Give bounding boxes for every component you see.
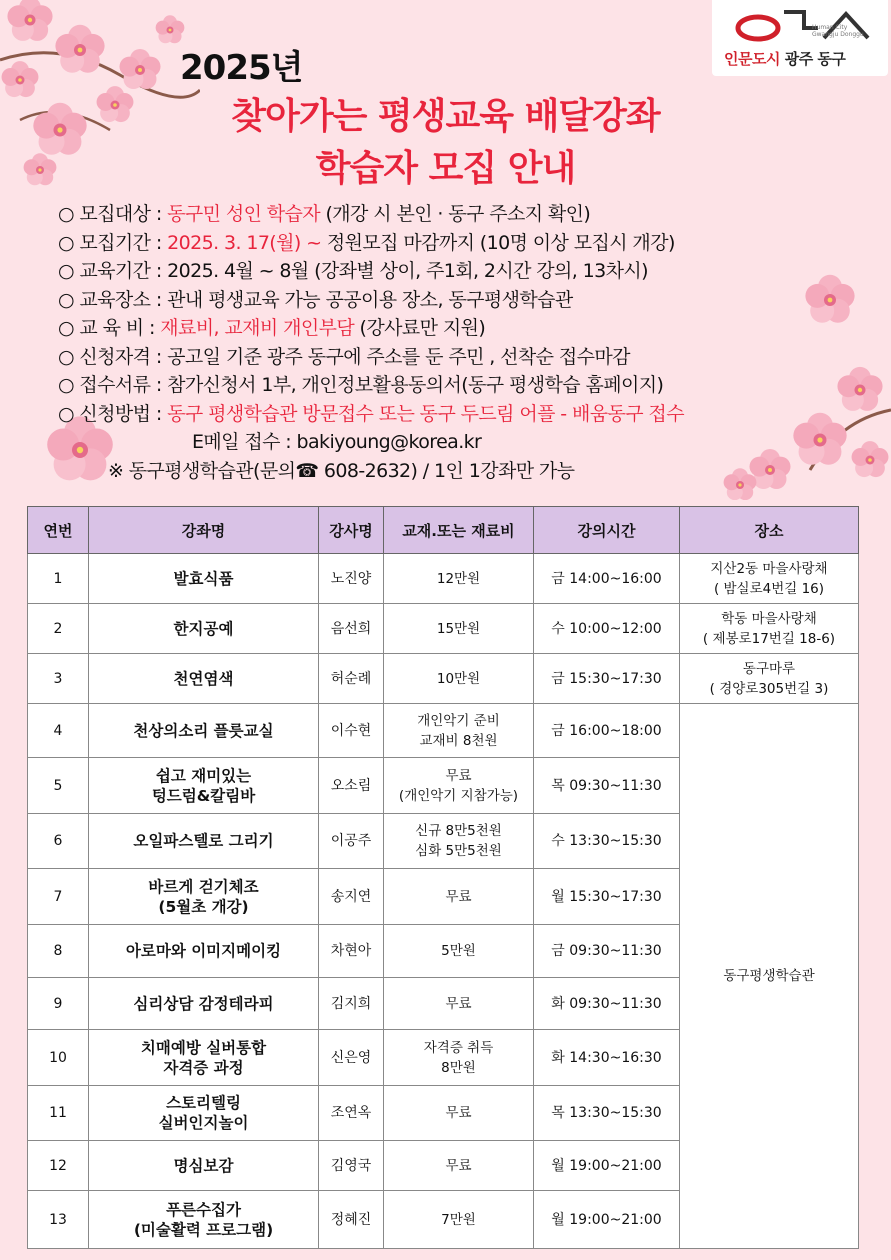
- header-course: 강좌명: [89, 507, 319, 554]
- year-heading: 2025년: [180, 48, 303, 88]
- cell-fee: [384, 554, 534, 604]
- cell-teacher: 신은영: [319, 1030, 384, 1086]
- cell-time: 목 13:30~15:30: [534, 1086, 680, 1141]
- cell-fee-line: 심화 5만5천원: [415, 843, 502, 859]
- cell-no: 12: [28, 1141, 89, 1191]
- logo-secondary: 광주 동구: [784, 50, 846, 68]
- cell-place-line: ( 밤실로4번길 16): [713, 580, 825, 597]
- cell-no: 9: [28, 978, 89, 1030]
- cell-course-line: 실버인지놀이: [158, 1114, 249, 1132]
- cell-teacher: 음선희: [319, 604, 384, 654]
- cell-no: 2: [28, 604, 89, 654]
- cell-course: [89, 814, 319, 869]
- cell-fee: [384, 1191, 534, 1249]
- cell-course-line: 천상의소리 플릇교실: [133, 721, 274, 740]
- cell-course-line: 명심보감: [173, 1156, 234, 1175]
- cell-course-line: 심리상담 감정테라피: [133, 994, 274, 1013]
- cell-course-line: 아로마와 이미지메이킹: [125, 942, 282, 960]
- cell-no: 8: [28, 925, 89, 978]
- cell-fee: [384, 1086, 534, 1141]
- cell-fee-line: 교재비 8천원: [419, 732, 498, 749]
- cell-fee: [384, 925, 534, 978]
- cell-time: 목 09:30~11:30: [534, 758, 680, 814]
- cell-time: 수 10:00~12:00: [534, 604, 680, 654]
- cell-course-line: 오일파스텔로 그리기: [133, 832, 274, 850]
- info-recruit-period: ○ 모집기간 : 2025. 3. 17(월) ~ 정원모집 마감까지 (10명 이상 모집시 개강): [58, 231, 675, 254]
- cell-teacher: 오소림: [319, 758, 384, 814]
- logo-primary: 인문도시: [724, 50, 780, 68]
- cell-no: 13: [28, 1191, 89, 1249]
- cell-place-line: ( 제봉로17번길 18-6): [702, 630, 836, 647]
- header-teacher: 강사명: [319, 507, 384, 554]
- cell-teacher: 정혜진: [319, 1191, 384, 1249]
- cell-time: 금 14:00~16:00: [534, 554, 680, 604]
- cell-fee: [384, 654, 534, 704]
- info-method: ○ 신청방법 : 동구 평생학습관 방문접수 또는 동구 두드림 어플 - 배움동구 접수: [58, 402, 684, 425]
- cell-course: [89, 978, 319, 1030]
- cell-no: 10: [28, 1030, 89, 1086]
- info-education-place: ○ 교육장소 : 관내 평생교육 가능 공공이용 장소, 동구평생학습관: [58, 288, 573, 311]
- cell-teacher: 노진양: [319, 554, 384, 604]
- info-note: ※ 동구평생학습관(문의☎ 608-2632) / 1인 1강좌만 가능: [108, 459, 575, 482]
- cell-course-line: (미술활력 프로그램): [133, 1220, 274, 1239]
- cell-time: 금 09:30~11:30: [534, 925, 680, 978]
- logo-subtitle: Human City Gwangju Donggu: [812, 24, 864, 38]
- info-target: ○ 모집대상 : 동구민 성인 학습자 (개강 시 본인 · 동구 주소지 확인): [58, 203, 591, 225]
- cell-course: [89, 554, 319, 604]
- cell-fee-line: 무료: [445, 995, 472, 1012]
- cell-place: [680, 704, 859, 1249]
- cell-course: [89, 604, 319, 654]
- cell-time: 금 15:30~17:30: [534, 654, 680, 704]
- logo-text: [724, 48, 845, 69]
- cell-course: [89, 869, 319, 925]
- cell-fee-line: 무료: [445, 1105, 472, 1121]
- cell-course: [89, 925, 319, 978]
- cell-course-line: 쉽고 재미있는: [155, 766, 252, 785]
- page-title-line-1: 찾아가는 평생교육 배달강좌: [231, 96, 660, 137]
- cell-fee: [384, 1141, 534, 1191]
- cell-fee: [384, 704, 534, 758]
- cell-teacher: 차현아: [319, 925, 384, 978]
- cell-fee-line: 8만원: [441, 1059, 476, 1076]
- cell-place-line: ( 경양로305번길 3): [709, 680, 829, 697]
- cell-place-line: 동구마루: [742, 660, 796, 677]
- cell-course: [89, 758, 319, 814]
- cell-course-line: 스토리텔링: [166, 1094, 241, 1112]
- cell-course-line: 한지공예: [173, 619, 234, 638]
- cell-fee-line: 무료: [445, 767, 472, 784]
- cell-course-line: (5월초 개강): [158, 897, 249, 916]
- table-row: [28, 704, 859, 758]
- cell-fee-line: 개인악기 준비: [417, 712, 500, 729]
- cell-teacher: 조연옥: [319, 1086, 384, 1141]
- cell-course-line: 텅드럼&칼림바: [151, 786, 256, 805]
- table-header-row: [28, 507, 859, 554]
- cell-fee: [384, 604, 534, 654]
- cell-course: [89, 1086, 319, 1141]
- header-fee: 교재.또는 재료비: [384, 507, 534, 554]
- cell-fee-line: 무료: [445, 1157, 472, 1174]
- recruitment-info: [58, 200, 858, 485]
- cell-place-line: 지산2동 마을사랑채: [710, 560, 828, 577]
- cell-course-line: 천연염색: [173, 669, 234, 688]
- course-table: [27, 506, 859, 1249]
- cell-time: 화 14:30~16:30: [534, 1030, 680, 1086]
- cell-course: [89, 1191, 319, 1249]
- cell-fee: [384, 978, 534, 1030]
- info-education-period: ○ 교육기간 : 2025. 4월 ~ 8월 (강좌별 상이, 주1회, 2시간 강의, 13차시): [58, 260, 648, 282]
- cell-fee: [384, 758, 534, 814]
- cell-no: 3: [28, 654, 89, 704]
- cell-time: 월 15:30~17:30: [534, 869, 680, 925]
- cell-fee-line: (개인악기 지참가능): [398, 787, 519, 804]
- cell-course-line: 자격증 과정: [163, 1058, 244, 1077]
- cell-time: 화 09:30~11:30: [534, 978, 680, 1030]
- info-fee: ○ 교 육 비 : 재료비, 교재비 개인부담 (강사료만 지원): [58, 317, 486, 339]
- cell-fee-line: 15만원: [436, 620, 481, 637]
- cell-teacher: 허순례: [319, 654, 384, 704]
- cell-teacher: 송지연: [319, 869, 384, 925]
- course-table-body: [28, 554, 859, 1249]
- cell-teacher: 이공주: [319, 814, 384, 869]
- cell-no: 4: [28, 704, 89, 758]
- table-row: [28, 654, 859, 704]
- cell-place-line: 학동 마을사랑채: [721, 610, 817, 627]
- cell-fee-line: 신규 8만5천원: [415, 823, 502, 839]
- cell-time: 수 13:30~15:30: [534, 814, 680, 869]
- cell-course-line: 치매예방 실버통합: [140, 1038, 267, 1057]
- cell-no: 11: [28, 1086, 89, 1141]
- cell-time: 월 19:00~21:00: [534, 1191, 680, 1249]
- cell-no: 5: [28, 758, 89, 814]
- cell-no: 1: [28, 554, 89, 604]
- cell-course: [89, 1030, 319, 1086]
- header-time: 강의시간: [534, 507, 680, 554]
- cell-teacher: 이수현: [319, 704, 384, 758]
- cell-course-line: 바르게 걷기체조: [148, 877, 259, 896]
- cell-fee-line: 10만원: [436, 670, 481, 687]
- info-qualification: ○ 신청자격 : 공고일 기준 광주 동구에 주소를 둔 주민 , 선착순 접수마감: [58, 345, 630, 368]
- cell-place: [680, 604, 859, 654]
- info-email: E메일 접수 : bakiyoung@korea.kr: [192, 431, 482, 453]
- city-logo: [712, 0, 888, 76]
- cell-fee: [384, 814, 534, 869]
- table-row: [28, 554, 859, 604]
- cell-place: [680, 554, 859, 604]
- cell-fee-line: 무료: [445, 888, 472, 905]
- cell-course-line: 발효식품: [173, 569, 234, 588]
- cell-no: 6: [28, 814, 89, 869]
- cell-place: [680, 654, 859, 704]
- header-place: 장소: [680, 507, 859, 554]
- cell-fee-line: 7만원: [441, 1211, 476, 1228]
- cell-fee: [384, 1030, 534, 1086]
- cell-fee-line: 12만원: [436, 570, 481, 587]
- info-documents: ○ 접수서류 : 참가신청서 1부, 개인정보활용동의서(동구 평생학습 홈페이지): [58, 374, 664, 396]
- cell-course: [89, 654, 319, 704]
- page-title-line-2: 학습자 모집 안내: [315, 148, 576, 189]
- cell-fee: [384, 869, 534, 925]
- cell-time: 금 16:00~18:00: [534, 704, 680, 758]
- cell-course-line: 푸른수집가: [166, 1200, 241, 1219]
- cell-fee-line: 5만원: [441, 943, 476, 959]
- cell-course: [89, 1141, 319, 1191]
- header-no: 연번: [28, 507, 89, 554]
- table-row: [28, 604, 859, 654]
- cell-time: 월 19:00~21:00: [534, 1141, 680, 1191]
- cell-place-line: 동구평생학습관: [723, 968, 815, 984]
- cell-teacher: 김지희: [319, 978, 384, 1030]
- cell-course: [89, 704, 319, 758]
- cell-teacher: 김영국: [319, 1141, 384, 1191]
- cell-no: 7: [28, 869, 89, 925]
- cell-fee-line: 자격증 취득: [423, 1039, 494, 1056]
